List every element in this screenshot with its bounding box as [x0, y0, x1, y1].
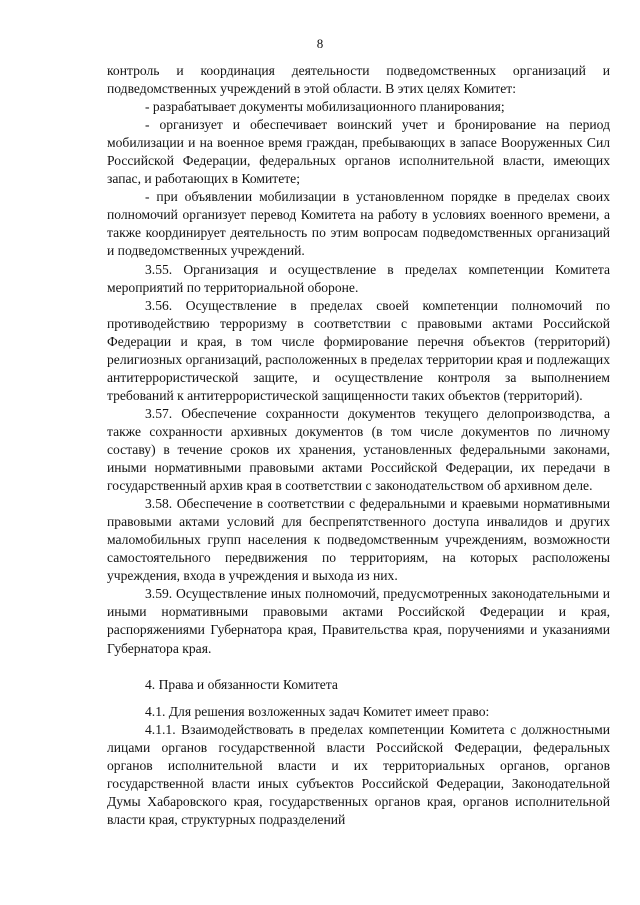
paragraph-3-57: 3.57. Обеспечение сохранности документов текущего делопроизводства, а также сохранности архивных документов (в том числе документов по личному составу) в течение сроков их хранения, установленных федеральными законами, иными нормативными правовыми актами Российской Федерации, их передачи в государственный архив края в соответствии с законодательством об архивном деле. [107, 405, 610, 494]
paragraph-bullet-planning: - разрабатывает документы мобилизационного планирования; [145, 99, 505, 115]
section-spacer [107, 658, 610, 676]
paragraph-bullet-wartime-transfer: - при объявлении мобилизации в установленном порядке в пределах своих полномочий организует перевод Комитета на работу в условиях военного времени, а также координирует деятельность по этим вопросам подведомственных организаций и подведомственных учреждений. [107, 189, 610, 259]
paragraph-4-1: 4.1. Для решения возложенных задач Комитет имеет право: [145, 703, 490, 719]
section-heading: 4. Права и обязанности Комитета [145, 676, 338, 692]
paragraph-4-1-1: 4.1.1. Взаимодействовать в пределах компетенции Комитета с должностными лицами органов государственной власти Российской Федерации, федеральных органов исполнительной власти и их территориальных органов, органов государственной власти иных субъектов Российской Федерации, Законодательной Думы Хабаровского края, государственных органов края, органов исполнительной власти края, структурных подразделений [107, 721, 610, 827]
paragraph-3-56: 3.56. Осуществление в пределах своей компетенции полномочий по противодействию терроризму в соответствии с правовыми актами Российской Федерации и края, в том числе формирование перечня объектов (территорий) религиозных организаций, расположенных в пределах территории края и подлежащих антитеррористической защите, и осуществление контроля за выполнением требований к антитеррористической защищенности таких объектов (территорий). [107, 297, 610, 403]
paragraph-3-55: 3.55. Организация и осуществление в пределах компетенции Комитета мероприятий по территориальной обороне. [107, 261, 610, 295]
page-number: 8 [316, 36, 324, 51]
paragraph-bullet-military-registration: - организует и обеспечивает воинский учет и бронирование на период мобилизации и на военное время граждан, пребывающих в запасе Вооруженных Сил Российской Федерации, федеральных органов исполнительной власти, имеющих запас, и работающих в Комитете; [107, 117, 610, 187]
paragraph-3-59: 3.59. Осуществление иных полномочий, предусмотренных законодательными и иными нормативными правовыми актами Российской Федерации и края, распоряжениями Губернатора края, Правительства края, поручениями и указаниями Губернатора края. [107, 586, 610, 656]
paragraph-mobilization-intro: контроль и координация деятельности подведомственных организаций и подведомственных учреждений в этой области. В этих целях Комитет: [107, 63, 610, 97]
document-body [107, 62, 610, 829]
paragraph-3-58: 3.58. Обеспечение в соответствии с федеральными и краевыми нормативными правовыми актами условий для беспрепятственного доступа инвалидов и других маломобильных групп населения к подведомственным учреждениям, возможности самостоятельного передвижения по территориям, на которых расположены учреждения, входа в учреждения и выхода из них. [107, 496, 610, 584]
section-spacer [107, 694, 610, 703]
